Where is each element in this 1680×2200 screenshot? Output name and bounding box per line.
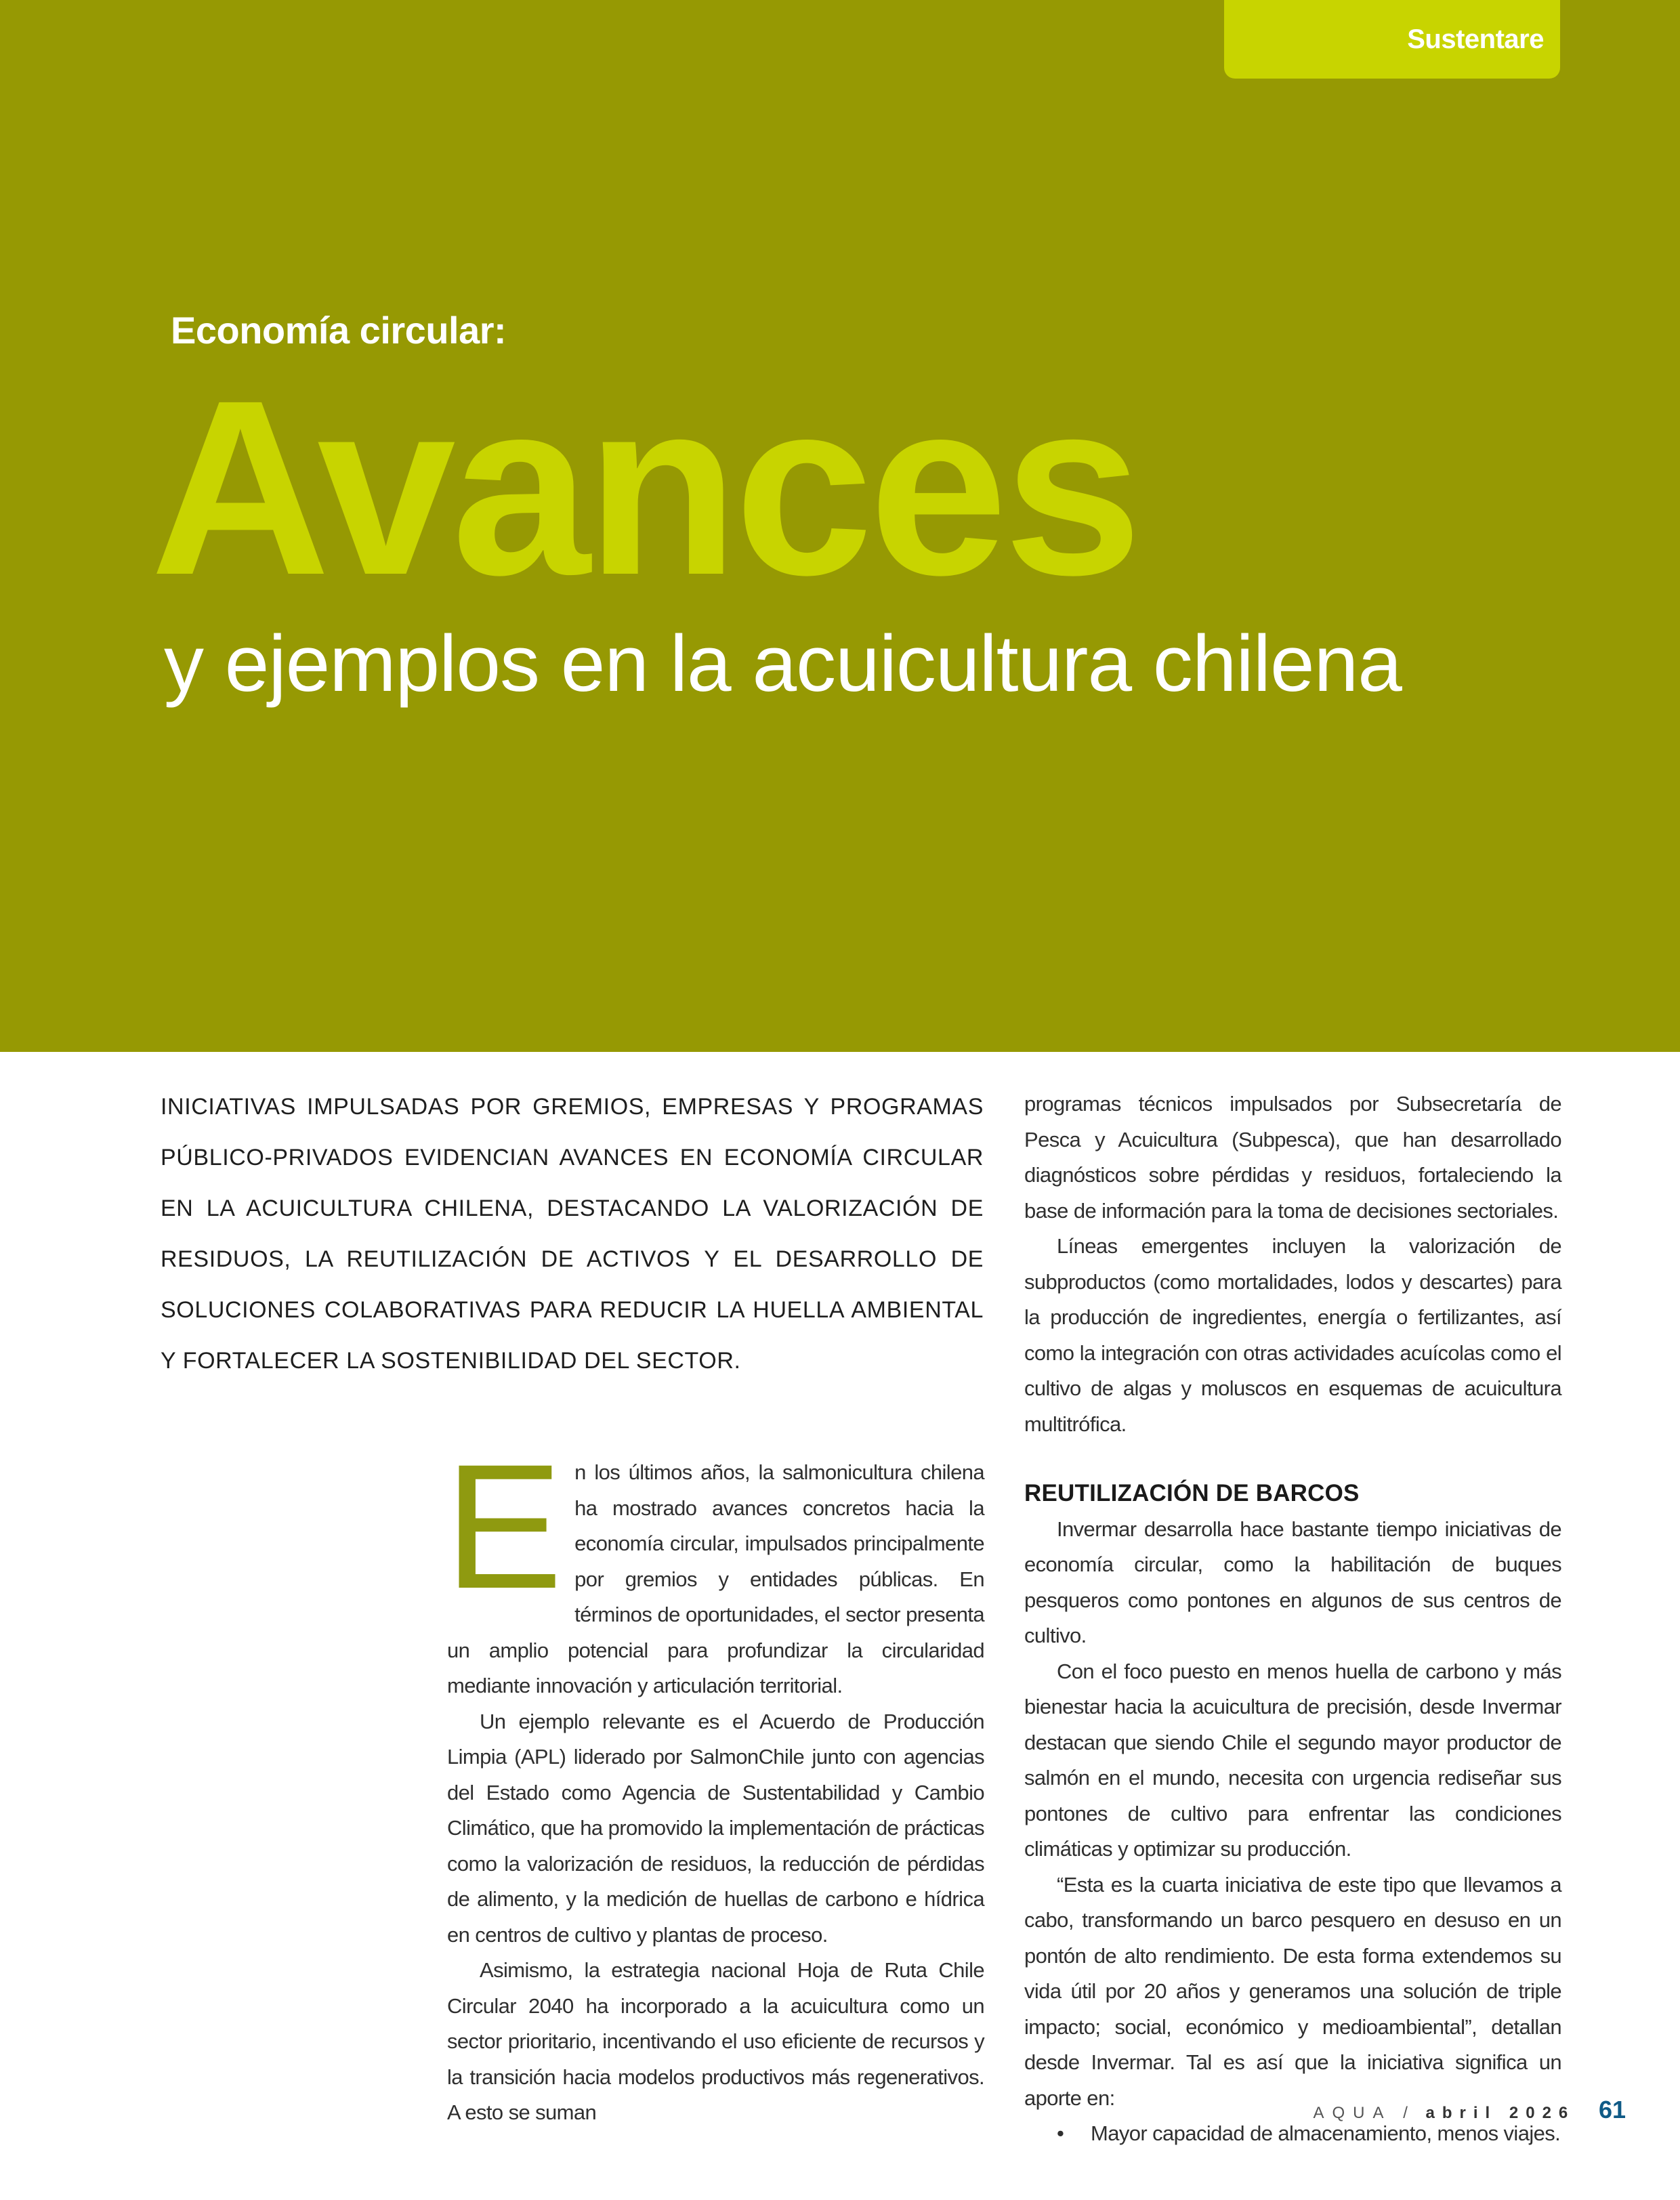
body-paragraph-text: n los últimos años, la salmonicultura chilena ha mostrado avances concretos hacia la economía circular, impulsados principalmente por gremios y entidades públicas. En términos de oportunidades, el sector presenta un amplio potencial para profundizar la circularidad mediante innovación y articulación territorial. [447,1460,984,1697]
body-column-right [1024,1086,1561,2152]
lead-paragraph: INICIATIVAS IMPULSADAS POR GREMIOS, EMPRESAS Y PROGRAMAS PÚBLICO-PRIVADOS EVIDENCIAN AVANCES EN ECONOMÍA CIRCULAR EN LA ACUICULTURA CHILENA, DESTACANDO LA VALORIZACIÓN DE RESIDUOS, LA REUTILIZACIÓN DE ACTIVOS Y EL DESARROLLO DE SOLUCIONES COLABORATIVAS PARA REDUCIR LA HUELLA AMBIENTAL Y FORTALECER LA SOSTENIBILIDAD DEL SECTOR. [161,1094,984,1374]
body-paragraph: “Esta es la cuarta iniciativa de este tipo que llevamos a cabo, transformando un barco pesquero en desuso en un pontón de alto rendimiento. De esta forma extendemos su vida útil por 20 años y generamos una solución de triple impacto; social, económico y medioambiental”, detallan desde Invermar. Tal es así que la iniciativa significa un aporte en: [1024,1872,1561,2110]
bullet-text: Mayor capacidad de almacenamiento, menos viajes. [1091,2121,1561,2145]
hero-banner [0,0,1680,1052]
subheadline: y ejemplos en la acuicultura chilena [164,619,1402,708]
page-number: 61 [1598,2096,1626,2123]
body-paragraph: Invermar desarrolla hace bastante tiempo iniciativas de economía circular, como la habilitación de buques pesqueros como pontones en algunos de sus centros de cultivo. [1024,1517,1561,1647]
body-column-middle [444,1427,984,2131]
body-paragraph: programas técnicos impulsados por Subsecretaría de Pesca y Acuicultura (Subpesca), que han desarrollado diagnósticos sobre pérdidas y residuos, fortaleciendo la base de información para la toma de decisiones sectoriales. [1024,1092,1561,1223]
headline: Avances [150,348,1139,627]
section-tab: Sustentare [1224,0,1560,79]
body-paragraph: Líneas emergentes incluyen la valorización de subproductos (como mortalidades, lodos y descartes) para la producción de ingredientes, energía o fertilizantes, así como la integración con otras actividades acuícolas como el cultivo de algas y moluscos en esquemas de acuicultura multitrófica. [1024,1234,1561,1436]
footer-separator: / [1403,2104,1414,2122]
page-footer [1314,2096,1626,2124]
body-paragraph: Asimismo, la estrategia nacional Hoja de Ruta Chile Circular 2040 ha incorporado a la acuicultura como un sector prioritario, incentivando el uso eficiente de recursos y la transición hacia modelos productivos más regenerativos. A esto se suman [447,1958,984,2124]
body-paragraph: Un ejemplo relevante es el Acuerdo de Producción Limpia (APL) liderado por SalmonChile junto con agencias del Estado como Agencia de Sustentabilidad y Cambio Climático, que ha promovido la implementación de prácticas como la valorización de residuos, la reducción de pérdidas de alimento, y la medición de huellas de carbono e hídrica en centros de cultivo y plantas de proceso. [447,1709,984,1947]
drop-cap: E [444,1427,563,1626]
section-subheading: REUTILIZACIÓN DE BARCOS [1024,1480,1360,1506]
body-paragraph: Con el foco puesto en menos huella de carbono y más bienestar hacia la acuicultura de precisión, desde Invermar destacan que siendo Chile el segundo mayor productor de salmón en el mundo, necesita con urgencia rediseñar sus pontones de cultivo para enfrentar las condiciones climáticas y optimizar su producción. [1024,1659,1561,1861]
body-paragraph [444,1427,984,1704]
kicker: Economía circular: [171,309,507,352]
magazine-name: AQUA [1313,2104,1392,2122]
bullet-icon: • [1057,2121,1064,2145]
issue-date: abril 2026 [1425,2104,1576,2122]
